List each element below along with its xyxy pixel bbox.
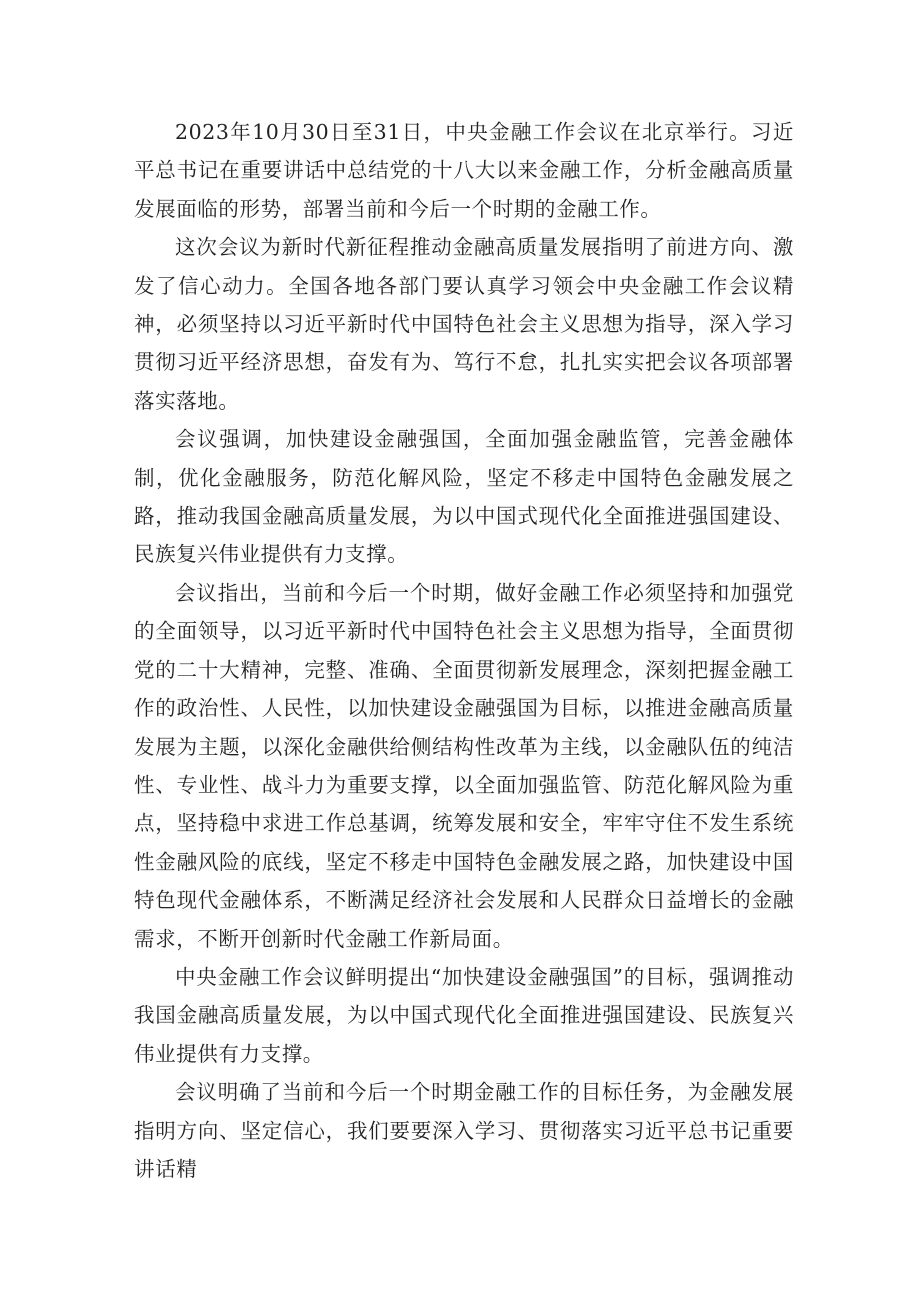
paragraph-1: 2023年10月30日至31日，中央金融工作会议在北京举行。习近平总书记在重要讲话中总结党的十八大以来金融工作，分析金融高质量发展面临的形势，部署当前和今后一个时期的金融工作。 (134, 120, 794, 221)
paragraph-3: 会议强调，加快建设金融强国，全面加强金融监管，完善金融体制，优化金融服务，防范化解风险，坚定不移走中国特色金融发展之路，推动我国金融高质量发展，为以中国式现代化全面推进强国建设、民族复兴伟业提供有力支撑。 (134, 427, 794, 567)
paragraph-6: 会议明确了当前和今后一个时期金融工作的目标任务，为金融发展指明方向、坚定信心，我们要要深入学习、贯彻落实习近平总书记重要讲话精 (134, 1080, 794, 1181)
article-body (134, 113, 794, 1188)
paragraph-5: 中央金融工作会议鲜明提出“加快建设金融强国”的目标，强调推动我国金融高质量发展，为以中国式现代化全面推进强国建设、民族复兴伟业提供有力支撑。 (134, 964, 794, 1066)
paragraph-2: 这次会议为新时代新征程推动金融高质量发展指明了前进方向、激发了信心动力。全国各地各部门要认真学习领会中央金融工作会议精神，必须坚持以习近平新时代中国特色社会主义思想为指导，深入学习贯彻习近平经济思想，奋发有为、笃行不怠，扎扎实实把会议各项部署落实落地。 (134, 235, 794, 413)
paragraph-4: 会议指出，当前和今后一个时期，做好金融工作必须坚持和加强党的全面领导，以习近平新时代中国特色社会主义思想为指导，全面贯彻党的二十大精神，完整、准确、全面贯彻新发展理念，深刻把握金融工作的政治性、人民性，以加快建设金融强国为目标，以推进金融高质量发展为主题，以深化金融供给侧结构性改革为主线，以金融队伍的纯洁性、专业性、战斗力为重要支撑，以全面加强监管、防范化解风险为重点，坚持稳中求进工作总基调，统筹发展和安全，牢牢守住不发生系统性金融风险的底线，坚定不移走中国特色金融发展之路，加快建设中国特色现代金融体系，不断满足经济社会发展和人民群众日益增长的金融需求，不断开创新时代金融工作新局面。 (134, 580, 794, 951)
